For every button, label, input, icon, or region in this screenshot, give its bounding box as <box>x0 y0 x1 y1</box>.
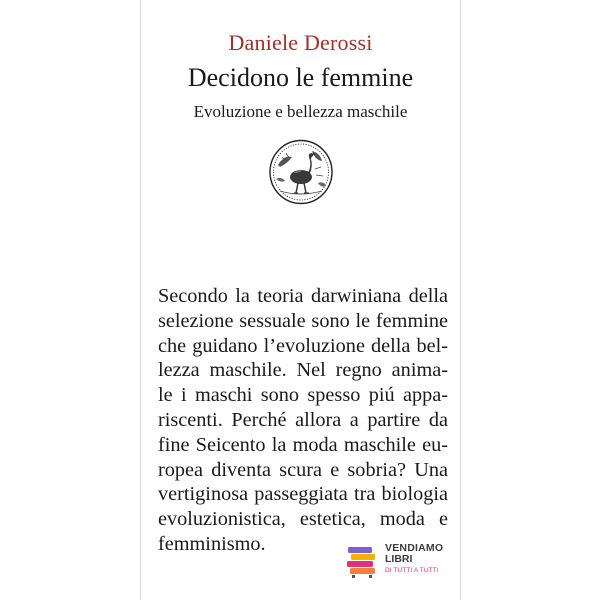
blurb-line: Secondo la teoria darwiniana della <box>158 285 448 307</box>
book-subtitle: Evoluzione e bellezza maschile <box>193 102 408 121</box>
blurb-line: che guidano l’evoluzione della bel- <box>158 334 448 357</box>
blurb-line: riscenti. Perché allora a partire da <box>158 408 448 431</box>
stacked-books-icon <box>345 543 381 579</box>
blurb-line: evoluzionistica, estetica, moda e <box>158 508 448 531</box>
blurb-line: le i maschi sono spesso piú appa- <box>158 384 448 407</box>
author-name: Daniele Derossi <box>228 30 373 55</box>
ostrich-emblem-icon <box>268 139 334 205</box>
vendiamo-libri-watermark <box>345 541 460 581</box>
blurb-line: ropea diventa scura e sobria? Una <box>158 458 448 481</box>
watermark-tagline: DI TUTTI A TUTTI <box>385 567 439 574</box>
book-cover <box>140 0 461 600</box>
watermark-line-1: VENDIAMO <box>385 542 444 554</box>
blurb-line: femminismo. <box>158 532 266 555</box>
watermark-line-2: LIBRI <box>385 553 413 565</box>
blurb-line: vertiginosa passeggiata tra biologia <box>158 483 448 506</box>
blurb-line: selezione sessuale sono le femmine <box>158 309 448 332</box>
blurb-line: fine Seicento la moda maschile eu- <box>158 433 448 456</box>
book-title: Decidono le femmine <box>187 63 414 92</box>
blurb-line: lezza maschile. Nel regno anima- <box>158 359 448 382</box>
blurb-text <box>158 284 448 557</box>
